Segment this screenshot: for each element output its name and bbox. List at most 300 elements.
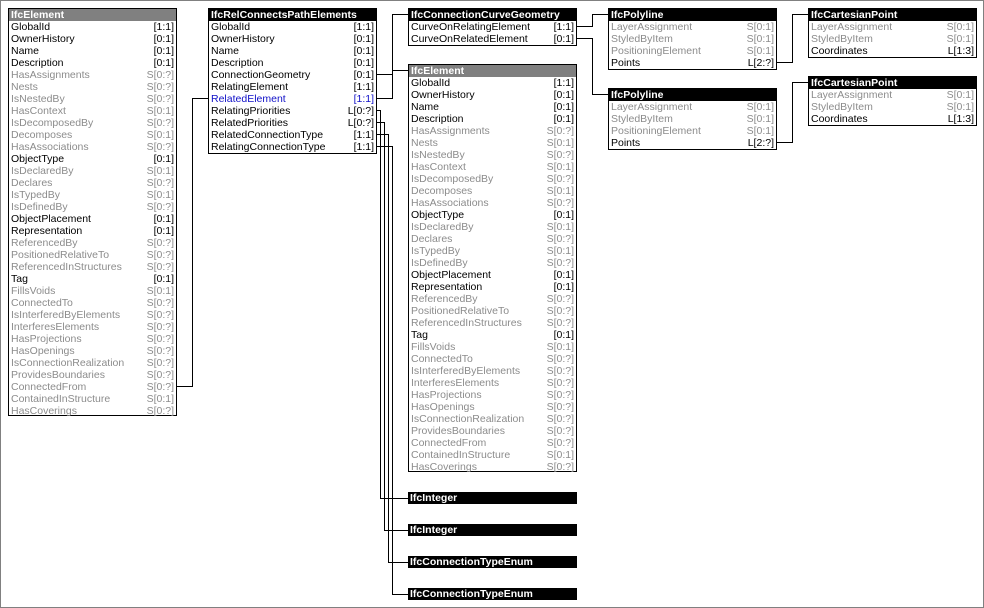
attribute-cardinality: [0:1] (153, 225, 174, 237)
entity-box[interactable] (808, 8, 977, 58)
attribute-row[interactable] (9, 105, 176, 117)
attribute-row[interactable] (809, 89, 976, 101)
attribute-row[interactable] (209, 21, 376, 33)
attribute-row[interactable] (809, 21, 976, 33)
attribute-row[interactable] (409, 149, 576, 161)
attribute-cardinality: S[0:?] (546, 389, 574, 401)
attribute-name: HasOpenings (11, 345, 75, 357)
attribute-name: ObjectType (411, 209, 465, 221)
attribute-name: HasProjections (411, 389, 482, 401)
attribute-cardinality: S[0:?] (146, 237, 174, 249)
attribute-row[interactable] (9, 249, 176, 261)
attribute-row[interactable] (809, 33, 976, 45)
attribute-cardinality: S[0:1] (546, 245, 574, 257)
attribute-row[interactable] (409, 341, 576, 353)
attribute-name: OwnerHistory (11, 33, 75, 45)
attribute-row[interactable] (9, 45, 176, 57)
attribute-cardinality: [1:1] (553, 77, 574, 89)
attribute-cardinality: S[0:?] (546, 401, 574, 413)
attribute-row[interactable] (409, 305, 576, 317)
attribute-row[interactable] (409, 33, 576, 45)
attribute-name: PositioningElement (611, 125, 701, 137)
connector-connection-geometry (377, 15, 409, 75)
attribute-name: Coordinates (811, 45, 868, 57)
attribute-row[interactable] (809, 113, 976, 125)
attribute-name: RelatingPriorities (211, 105, 291, 117)
attribute-row[interactable] (209, 105, 376, 117)
attribute-cardinality: [1:1] (353, 129, 374, 141)
attribute-name: IsInterferedByElements (411, 365, 521, 377)
attribute-row[interactable] (9, 141, 176, 153)
type-title: IfcInteger (408, 492, 577, 504)
attribute-name: HasContext (11, 105, 66, 117)
attribute-name: IsConnectionRealization (411, 413, 525, 425)
attribute-row[interactable] (209, 93, 376, 105)
attribute-name: LayerAssignment (811, 89, 893, 101)
attribute-row[interactable] (9, 369, 176, 381)
attribute-cardinality: [1:1] (553, 21, 574, 33)
attribute-name: Representation (11, 225, 83, 237)
attribute-cardinality: [0:1] (553, 329, 574, 341)
attribute-cardinality: [0:1] (553, 281, 574, 293)
attribute-row[interactable] (409, 461, 576, 473)
attribute-row[interactable] (9, 309, 176, 321)
attribute-name: ConnectedFrom (411, 437, 487, 449)
attribute-name: Decomposes (411, 185, 473, 197)
entity-box[interactable] (608, 88, 777, 150)
attribute-cardinality: [0:1] (553, 269, 574, 281)
entity-title: IfcPolyline (609, 9, 776, 21)
attribute-name: ProvidesBoundaries (11, 369, 105, 381)
attribute-row[interactable] (9, 21, 176, 33)
attribute-cardinality: [0:1] (553, 113, 574, 125)
attribute-name: RelatedConnectionType (211, 129, 324, 141)
attribute-name: IsDecomposedBy (11, 117, 94, 129)
attribute-cardinality: S[0:?] (546, 149, 574, 161)
attribute-name: ReferencedBy (11, 237, 78, 249)
attribute-cardinality: S[0:?] (546, 317, 574, 329)
attribute-name: HasAssociations (411, 197, 489, 209)
attribute-row[interactable] (9, 129, 176, 141)
attribute-name: HasOpenings (411, 401, 475, 413)
attribute-name: Description (411, 113, 464, 125)
attribute-row[interactable] (409, 329, 576, 341)
attribute-cardinality: S[0:?] (146, 81, 174, 93)
attribute-row[interactable] (409, 161, 576, 173)
attribute-name: IsDecomposedBy (411, 173, 494, 185)
attribute-cardinality: S[0:1] (146, 165, 174, 177)
attribute-cardinality: S[0:1] (746, 101, 774, 113)
attribute-name: ReferencedInStructures (411, 317, 522, 329)
attribute-row[interactable] (409, 389, 576, 401)
attribute-name: ConnectedFrom (11, 381, 87, 393)
attribute-cardinality: S[0:?] (546, 353, 574, 365)
attribute-name: HasAssignments (11, 69, 90, 81)
attribute-cardinality: [0:1] (553, 33, 574, 45)
attribute-name: ObjectType (11, 153, 65, 165)
attribute-cardinality: L[0:?] (347, 105, 374, 117)
attribute-row[interactable] (409, 221, 576, 233)
attribute-name: GlobalId (411, 77, 451, 89)
type-box[interactable] (408, 492, 577, 504)
attribute-name: OwnerHistory (211, 33, 275, 45)
attribute-name: HasAssignments (411, 125, 490, 137)
attribute-row[interactable] (609, 137, 776, 149)
entity-box[interactable] (608, 8, 777, 70)
type-box[interactable] (408, 588, 577, 600)
entity-box[interactable] (208, 8, 377, 154)
attribute-name: LayerAssignment (611, 21, 693, 33)
attribute-name: Declares (411, 233, 453, 245)
type-box[interactable] (408, 524, 577, 536)
attribute-row[interactable] (609, 101, 776, 113)
attribute-cardinality: [0:1] (153, 213, 174, 225)
attribute-cardinality: S[0:?] (146, 321, 174, 333)
attribute-cardinality: L[1:3] (947, 113, 974, 125)
attribute-cardinality: [0:1] (553, 209, 574, 221)
attribute-row[interactable] (409, 437, 576, 449)
attribute-cardinality: [0:1] (353, 57, 374, 69)
attribute-name: FillsVoids (411, 341, 456, 353)
attribute-cardinality: [0:1] (153, 273, 174, 285)
attribute-row[interactable] (9, 117, 176, 129)
attribute-name: IsConnectionRealization (11, 357, 125, 369)
attribute-row[interactable] (209, 33, 376, 45)
attribute-cardinality: [0:1] (353, 45, 374, 57)
attribute-name: RelatingElement (211, 81, 289, 93)
attribute-row[interactable] (409, 377, 576, 389)
attribute-name: Tag (11, 273, 28, 285)
entity-box[interactable] (808, 76, 977, 126)
attribute-cardinality: S[0:?] (146, 201, 174, 213)
attribute-name: Nests (11, 81, 38, 93)
attribute-name: IsTypedBy (11, 189, 61, 201)
connector-curve-relating (577, 15, 609, 27)
attribute-cardinality: S[0:1] (546, 137, 574, 149)
attribute-name: IsDeclaredBy (11, 165, 74, 177)
attribute-cardinality: [1:1] (353, 21, 374, 33)
attribute-name: IsDeclaredBy (411, 221, 474, 233)
attribute-name: Name (211, 45, 240, 57)
attribute-name: StyledByItem (611, 33, 673, 45)
attribute-row[interactable] (209, 141, 376, 153)
attribute-cardinality: S[0:1] (746, 21, 774, 33)
attribute-cardinality: S[0:?] (546, 413, 574, 425)
attribute-row[interactable] (409, 125, 576, 137)
attribute-name: IsDefinedBy (11, 201, 68, 213)
attribute-row[interactable] (9, 237, 176, 249)
attribute-row[interactable] (9, 285, 176, 297)
attribute-name: IsNestedBy (411, 149, 465, 161)
attribute-row[interactable] (409, 21, 576, 33)
attribute-name: PositioningElement (611, 45, 701, 57)
attribute-cardinality: S[0:?] (146, 141, 174, 153)
attribute-row[interactable] (409, 173, 576, 185)
attribute-row[interactable] (209, 57, 376, 69)
attribute-cardinality: S[0:?] (146, 117, 174, 129)
attribute-name: CurveOnRelatedElement (411, 33, 528, 45)
attribute-cardinality: S[0:1] (746, 125, 774, 137)
attribute-row[interactable] (409, 137, 576, 149)
attribute-cardinality: S[0:?] (546, 365, 574, 377)
attribute-name: ReferencedBy (411, 293, 478, 305)
attribute-cardinality: S[0:?] (546, 461, 574, 473)
attribute-cardinality: S[0:1] (746, 45, 774, 57)
attribute-name: LayerAssignment (611, 101, 693, 113)
attribute-cardinality: S[0:?] (146, 177, 174, 189)
attribute-row[interactable] (409, 317, 576, 329)
attribute-row[interactable] (409, 77, 576, 89)
attribute-name: FillsVoids (11, 285, 56, 297)
attribute-row[interactable] (9, 165, 176, 177)
attribute-cardinality: S[0:1] (746, 33, 774, 45)
attribute-cardinality: S[0:?] (146, 357, 174, 369)
attribute-row[interactable] (409, 245, 576, 257)
entity-box[interactable] (8, 8, 177, 416)
attribute-cardinality: S[0:1] (546, 341, 574, 353)
attribute-row[interactable] (409, 269, 576, 281)
attribute-name: Description (211, 57, 264, 69)
attribute-cardinality: L[0:?] (347, 117, 374, 129)
attribute-name: ObjectPlacement (411, 269, 491, 281)
attribute-name: StyledByItem (811, 101, 873, 113)
attribute-name: IsNestedBy (11, 93, 65, 105)
entity-title: IfcConnectionCurveGeometry (409, 9, 576, 21)
attribute-row[interactable] (9, 393, 176, 405)
attribute-name: HasCoverings (411, 461, 477, 473)
entity-box[interactable] (408, 64, 577, 472)
attribute-cardinality: L[2:?] (747, 137, 774, 149)
attribute-row[interactable] (209, 117, 376, 129)
attribute-cardinality: [0:1] (153, 153, 174, 165)
attribute-row[interactable] (9, 333, 176, 345)
attribute-row[interactable] (609, 113, 776, 125)
attribute-cardinality: S[0:1] (146, 285, 174, 297)
attribute-cardinality: L[2:?] (747, 57, 774, 69)
attribute-cardinality: S[0:1] (946, 89, 974, 101)
attribute-name: HasAssociations (11, 141, 89, 153)
attribute-row[interactable] (609, 45, 776, 57)
attribute-row[interactable] (9, 153, 176, 165)
attribute-cardinality: S[0:?] (146, 249, 174, 261)
entity-title: IfcElement (9, 9, 176, 21)
attribute-cardinality: [1:1] (153, 21, 174, 33)
attribute-name: Tag (411, 329, 428, 341)
attribute-row[interactable] (609, 57, 776, 69)
attribute-row[interactable] (9, 381, 176, 393)
attribute-cardinality: S[0:1] (946, 101, 974, 113)
attribute-cardinality: [0:1] (553, 101, 574, 113)
connector-relating-element (177, 99, 209, 387)
attribute-cardinality: S[0:?] (146, 405, 174, 417)
attribute-cardinality: S[0:1] (546, 221, 574, 233)
attribute-cardinality: S[0:?] (546, 293, 574, 305)
attribute-name: ReferencedInStructures (11, 261, 122, 273)
attribute-name: Representation (411, 281, 483, 293)
attribute-row[interactable] (9, 201, 176, 213)
attribute-cardinality: S[0:?] (546, 233, 574, 245)
attribute-row[interactable] (9, 225, 176, 237)
attribute-cardinality: S[0:1] (546, 185, 574, 197)
entity-box[interactable] (408, 8, 577, 46)
attribute-cardinality: L[1:3] (947, 45, 974, 57)
attribute-cardinality: S[0:?] (146, 333, 174, 345)
attribute-row[interactable] (209, 129, 376, 141)
attribute-row[interactable] (9, 69, 176, 81)
attribute-name: IsDefinedBy (411, 257, 468, 269)
attribute-row[interactable] (9, 357, 176, 369)
attribute-name: RelatedPriorities (211, 117, 289, 129)
attribute-row[interactable] (9, 321, 176, 333)
attribute-row[interactable] (609, 21, 776, 33)
connector-relating-connection-type (377, 147, 409, 595)
attribute-row[interactable] (409, 413, 576, 425)
attribute-name: Name (411, 101, 440, 113)
attribute-name: ContainedInStructure (411, 449, 511, 461)
attribute-row[interactable] (409, 197, 576, 209)
entity-title: IfcCartesianPoint (809, 77, 976, 89)
attribute-name: Decomposes (11, 129, 73, 141)
attribute-row[interactable] (209, 45, 376, 57)
attribute-name: ConnectedTo (411, 353, 473, 365)
attribute-row[interactable] (409, 425, 576, 437)
attribute-name: StyledByItem (611, 113, 673, 125)
connector-points-1 (777, 15, 809, 63)
type-title: IfcConnectionTypeEnum (408, 588, 577, 600)
attribute-row[interactable] (409, 185, 576, 197)
attribute-name: HasProjections (11, 333, 82, 345)
attribute-row[interactable] (609, 33, 776, 45)
attribute-name: Coordinates (811, 113, 868, 125)
attribute-row[interactable] (9, 405, 176, 417)
attribute-name: HasCoverings (11, 405, 77, 417)
attribute-row[interactable] (409, 257, 576, 269)
attribute-cardinality: S[0:?] (146, 345, 174, 357)
attribute-row[interactable] (409, 449, 576, 461)
attribute-row[interactable] (409, 233, 576, 245)
attribute-name: LayerAssignment (811, 21, 893, 33)
attribute-name: ConnectionGeometry (211, 69, 311, 81)
attribute-name: Description (11, 57, 64, 69)
attribute-row[interactable] (409, 365, 576, 377)
attribute-name: Declares (11, 177, 53, 189)
connector-curve-related (577, 39, 609, 95)
attribute-cardinality: S[0:?] (146, 369, 174, 381)
attribute-row[interactable] (9, 81, 176, 93)
attribute-name: Points (611, 57, 641, 69)
attribute-cardinality: S[0:?] (546, 425, 574, 437)
attribute-cardinality: S[0:1] (146, 129, 174, 141)
attribute-cardinality: S[0:?] (546, 125, 574, 137)
attribute-cardinality: S[0:?] (546, 257, 574, 269)
attribute-cardinality: S[0:?] (146, 69, 174, 81)
attribute-cardinality: [0:1] (153, 57, 174, 69)
attribute-name: HasContext (411, 161, 466, 173)
attribute-cardinality: S[0:?] (546, 437, 574, 449)
attribute-name: GlobalId (211, 21, 251, 33)
attribute-name: OwnerHistory (411, 89, 475, 101)
attribute-cardinality: S[0:1] (946, 21, 974, 33)
attribute-row[interactable] (9, 93, 176, 105)
attribute-name: CurveOnRelatingElement (411, 21, 531, 33)
connector-points-2 (777, 83, 809, 143)
attribute-row[interactable] (809, 101, 976, 113)
attribute-row[interactable] (209, 81, 376, 93)
attribute-cardinality: S[0:1] (146, 105, 174, 117)
attribute-cardinality: [1:1] (353, 81, 374, 93)
attribute-name: Nests (411, 137, 438, 149)
entity-title: IfcPolyline (609, 89, 776, 101)
attribute-cardinality: [0:1] (353, 69, 374, 81)
attribute-name: IsInterferedByElements (11, 309, 121, 321)
attribute-row[interactable] (9, 213, 176, 225)
attribute-row[interactable] (809, 45, 976, 57)
attribute-name: InterferesElements (11, 321, 100, 333)
attribute-name: ObjectPlacement (11, 213, 91, 225)
attribute-row[interactable] (9, 57, 176, 69)
type-title: IfcInteger (408, 524, 577, 536)
type-title: IfcConnectionTypeEnum (408, 556, 577, 568)
attribute-cardinality: S[0:?] (546, 197, 574, 209)
attribute-name: StyledByItem (811, 33, 873, 45)
attribute-cardinality: S[0:1] (546, 449, 574, 461)
attribute-name: Name (11, 45, 40, 57)
attribute-row[interactable] (409, 89, 576, 101)
attribute-row[interactable] (9, 273, 176, 285)
attribute-row[interactable] (409, 209, 576, 221)
attribute-row[interactable] (409, 293, 576, 305)
attribute-cardinality: S[0:?] (146, 381, 174, 393)
attribute-row[interactable] (409, 113, 576, 125)
type-box[interactable] (408, 556, 577, 568)
attribute-cardinality: S[0:1] (146, 189, 174, 201)
attribute-cardinality: [1:1] (353, 141, 374, 153)
attribute-row[interactable] (9, 189, 176, 201)
attribute-row[interactable] (9, 177, 176, 189)
attribute-row[interactable] (409, 281, 576, 293)
attribute-row[interactable] (9, 345, 176, 357)
attribute-row[interactable] (609, 125, 776, 137)
entity-title: IfcCartesianPoint (809, 9, 976, 21)
attribute-cardinality: [0:1] (153, 45, 174, 57)
attribute-row[interactable] (9, 261, 176, 273)
attribute-cardinality: S[0:1] (546, 161, 574, 173)
attribute-name: ProvidesBoundaries (411, 425, 505, 437)
attribute-cardinality: S[0:?] (146, 261, 174, 273)
attribute-cardinality: [0:1] (553, 89, 574, 101)
attribute-cardinality: S[0:1] (946, 33, 974, 45)
attribute-row[interactable] (409, 401, 576, 413)
attribute-name: ConnectedTo (11, 297, 73, 309)
attribute-row[interactable] (9, 33, 176, 45)
attribute-row[interactable] (409, 101, 576, 113)
attribute-cardinality: [0:1] (153, 33, 174, 45)
attribute-cardinality: S[0:?] (146, 309, 174, 321)
attribute-cardinality: S[0:?] (146, 93, 174, 105)
attribute-row[interactable] (409, 353, 576, 365)
entity-title: IfcRelConnectsPathElements (209, 9, 376, 21)
attribute-name: Points (611, 137, 641, 149)
attribute-row[interactable] (9, 297, 176, 309)
attribute-cardinality: S[0:?] (546, 305, 574, 317)
attribute-name: IsTypedBy (411, 245, 461, 257)
attribute-name: GlobalId (11, 21, 51, 33)
attribute-cardinality: S[0:1] (746, 113, 774, 125)
entity-title: IfcElement (409, 65, 576, 77)
attribute-cardinality: S[0:?] (546, 377, 574, 389)
attribute-name: RelatingConnectionType (211, 141, 326, 153)
attribute-row[interactable] (209, 69, 376, 81)
